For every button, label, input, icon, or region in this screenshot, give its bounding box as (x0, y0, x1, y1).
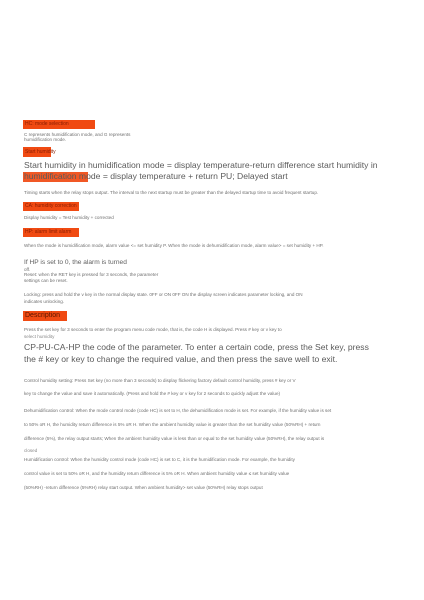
section-tag-hp: HP: alarm limit alarm (23, 228, 79, 237)
locking-line-1: Locking: press and hold the v key in the normal display state. 0FF or ON 0FF ON the display screen indicates parameter locking, and ON (24, 292, 303, 297)
humidification-line-2: control value is set to 50% oR H, and the humidity return difference is 5% oR H. When ambient humidity value ≤ set humidity value (24, 471, 290, 476)
cp-code-line-2: the # key or key to change the required value, and then press the save well to exit. (24, 354, 338, 364)
cp-code-line-1: CP-PU-CA-HP the code of the parameter. To enter a certain code, press the Set key, press (24, 342, 369, 352)
alarm-value-line: When the mode is humidification mode, alarm value <= set humidity P. When the mode is dehumidification mode, alarm value> = set humidity + HP. (24, 243, 324, 248)
press-set-line-2: select humidity (24, 334, 55, 339)
press-set-line-1: Press the set key for 3 seconds to enter the program menu code mode, that is, the code H is displayed. Press # key or v key to (24, 327, 282, 332)
dehumidification-line-1: Dehumidification control: When the mode control mode (code HC) is set to H, the dehumidification mode is set. For example, if the humidity value is set (24, 408, 332, 413)
dehumidification-line-2: to 50% oR H, the humidity return difference is 5% oR H. When the ambient humidity value is greater than the set humidity value (50%RH) + return (24, 422, 321, 427)
hp-zero-line-1: If HP is set to 0, the alarm is turned (24, 259, 127, 266)
display-humidity-line: Display humidity = Test humidity + corrected (24, 215, 114, 220)
section-tag-description: Description (23, 311, 67, 321)
control-humidity-line-1: Control humidity setting: Press Set key (no more than 3 seconds) to display flickering factory default control humidity, press # key or V (24, 378, 296, 383)
dehumidification-line-3: difference (5%), the relay output starts; When the ambient humidity value is less than or equal to the set humidity value (50%RH), the relay output is (24, 436, 325, 441)
c-desc-line-2: humidification mode. (24, 137, 67, 142)
section-tag-start: Start humidity (25, 149, 56, 155)
start-humidity-line-1: Start humidity in humidification mode = display temperature-return difference start humidity in (24, 160, 378, 170)
start-humidity-line-2: humidification mode = display temperature + return PU; Delayed start (24, 171, 288, 181)
reset-line-1: Reset: when the RET key is pressed for 3 seconds, the parameter (24, 272, 159, 277)
humidification-line-3: (50%RH) -return difference (5%RH) relay start output. When ambient humidity> set value (50%RH) relay stops output (24, 485, 263, 490)
timing-line: Timing starts when the relay stops output. The interval to the next startup must be greater than the delayed startup time to avoid frequent startup. (24, 190, 319, 195)
hp-zero-line-2: off. (24, 267, 31, 272)
dehumidification-line-4: closed (24, 448, 38, 453)
c-desc-line-1: C represents humidification mode, and G represents (24, 132, 131, 137)
humidification-line-1: Humidification control: When the humidity control mode (code HC) is set to C, it is the humidification mode. For example, the humidity (24, 457, 295, 462)
reset-line-2: settings can be reset. (24, 278, 68, 283)
section-tag-hc: HC: mode selection (23, 120, 95, 129)
control-humidity-line-2: key to change the value and save it automatically. (Press and hold the # key or v key for 2 seconds to quickly adjust the value) (24, 391, 281, 396)
locking-line-2: indicates unlocking. (24, 299, 65, 304)
section-tag-ca: CA: humidity correction (23, 202, 79, 211)
